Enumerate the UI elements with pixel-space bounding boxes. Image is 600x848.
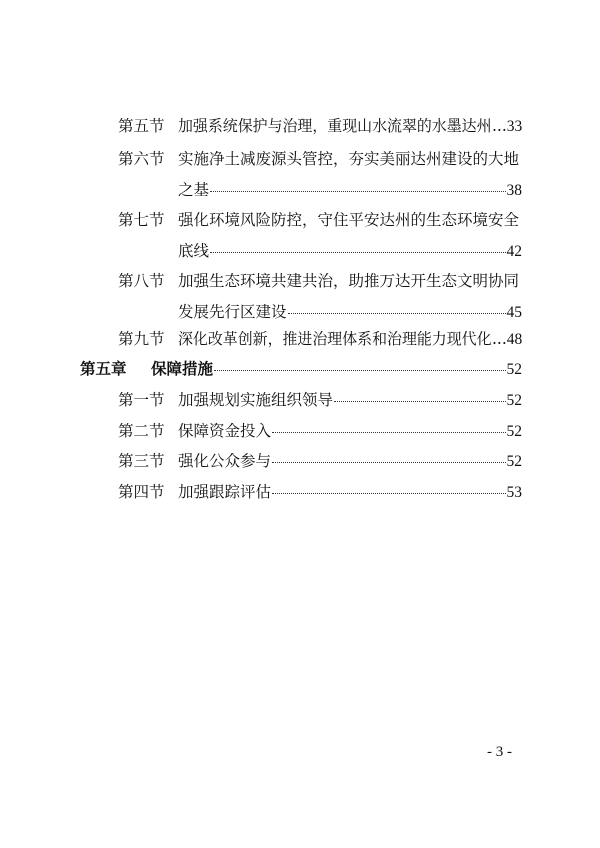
toc-entry-label: 第八节	[118, 272, 165, 290]
toc-entry-line	[178, 114, 522, 136]
toc-entry-label: 第六节	[118, 150, 165, 168]
toc-entry-page: 48	[506, 331, 523, 348]
toc-entry-page: 52	[506, 392, 522, 409]
toc-entry-page: 53	[506, 484, 522, 501]
toc-entry-title: 加强系统保护与治理，重现山水流翠的水墨达州	[178, 117, 492, 135]
toc-entry-title: 实施净土减废源头管控，夯实美丽达州建设的大地	[178, 150, 520, 168]
toc-entry-line	[178, 178, 522, 200]
toc-entry-line	[178, 269, 519, 291]
toc-entry-line	[178, 208, 519, 230]
toc-dot-leader	[272, 431, 505, 433]
toc-entry-title: 保障资金投入	[178, 422, 272, 440]
toc-entry-page: 52	[506, 361, 522, 378]
toc-entry-title: 强化公众参与	[178, 452, 272, 470]
toc-entry-ellipsis: ...	[492, 117, 507, 135]
toc-dot-leader	[334, 400, 505, 402]
toc-entry-line	[178, 327, 522, 349]
toc-entry-label: 第七节	[118, 211, 165, 229]
toc-entry-line	[178, 147, 519, 169]
toc-dot-leader	[288, 312, 506, 314]
toc-entry-label: 第九节	[118, 330, 165, 348]
toc-entry-title: 发展先行区建设	[178, 302, 287, 321]
toc-entry-page: 52	[506, 453, 522, 470]
toc-dot-leader	[210, 190, 505, 192]
toc-entry-page: 38	[506, 181, 522, 199]
toc-entry-title: 强化环境风险防控，守住平安达州的生态环境安全	[178, 211, 520, 229]
page-number: - 3 -	[487, 744, 512, 760]
toc-entry-label: 第五章	[80, 360, 127, 378]
toc-entry-page: 33	[506, 118, 523, 135]
toc-entry-ellipsis: ...	[492, 330, 507, 348]
toc-entry-line	[178, 449, 522, 471]
toc-entry-line	[178, 480, 522, 502]
toc-entry-label: 第二节	[118, 422, 165, 440]
toc-entry-line	[178, 388, 522, 410]
toc-entry-title: 加强跟踪评估	[178, 483, 272, 501]
toc-entry-title: 底线	[178, 241, 210, 260]
toc-entry-title: 保障措施	[151, 360, 214, 378]
toc-entry-line	[178, 300, 522, 322]
toc-entry-line	[178, 419, 522, 441]
toc-entry-title: 加强生态环境共建共治，助推万达开生态文明协同	[178, 272, 520, 290]
toc-entry-label: 第三节	[118, 452, 165, 470]
toc-entry-line	[151, 357, 522, 379]
toc-entry-line	[178, 239, 522, 261]
toc-entry-label: 第四节	[118, 483, 165, 501]
toc-entry-title: 深化改革创新，推进治理体系和治理能力现代化	[178, 330, 492, 348]
toc-entry-label: 第一节	[118, 391, 165, 409]
toc-dot-leader	[272, 492, 505, 494]
toc-entry-title: 之基	[178, 180, 210, 199]
toc-entry-label: 第五节	[118, 117, 165, 135]
toc-entry-page: 42	[506, 242, 522, 260]
toc-entry-title: 加强规划实施组织领导	[178, 391, 334, 409]
toc-entry-page: 45	[506, 303, 522, 321]
toc-dot-leader	[210, 251, 505, 253]
toc-dot-leader	[272, 461, 505, 463]
toc-dot-leader	[214, 369, 505, 371]
toc-entry-page: 52	[506, 423, 522, 440]
